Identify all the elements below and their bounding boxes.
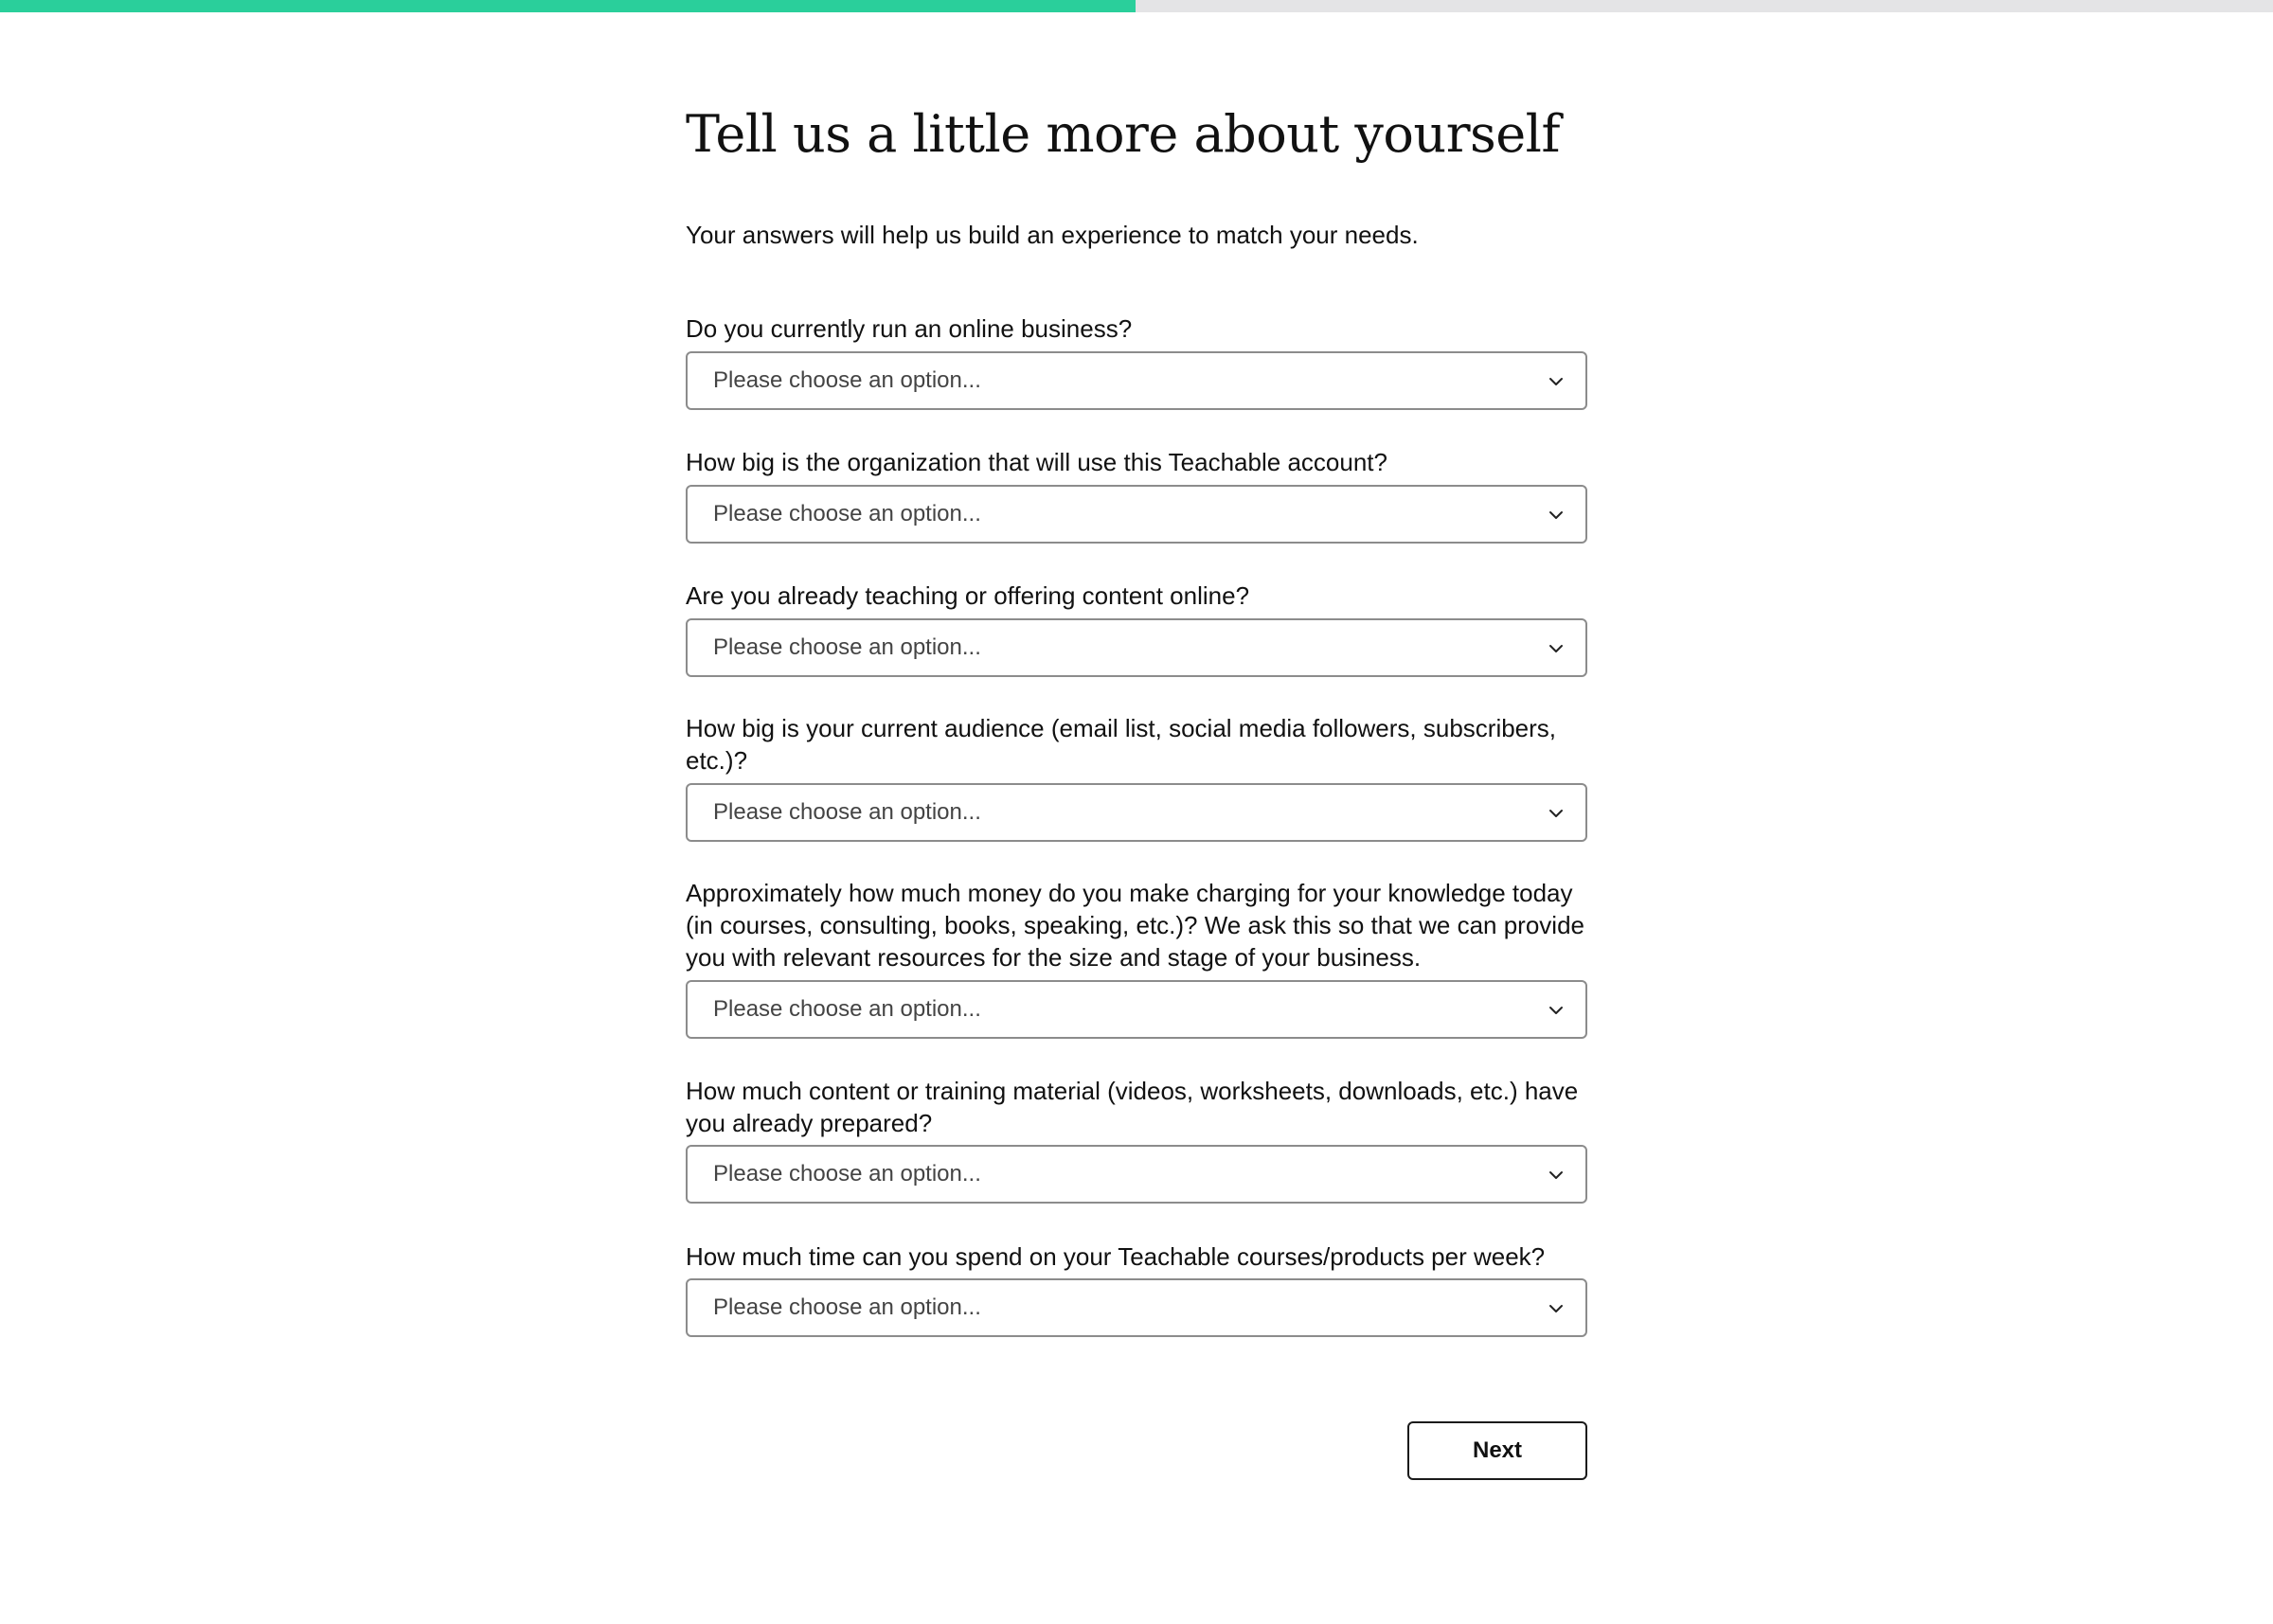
organization-size-select-value: Please choose an option...: [713, 501, 981, 526]
teaching-online-select-value: Please choose an option...: [713, 634, 981, 660]
organization-size-select[interactable]: [686, 485, 1587, 544]
next-button[interactable]: Next: [1407, 1421, 1587, 1480]
online-business-select-value: Please choose an option...: [713, 367, 981, 393]
page-subtitle: Your answers will help us build an experience to match your needs.: [686, 221, 1419, 249]
teaching-online-select[interactable]: [686, 618, 1587, 677]
revenue-select-value: Please choose an option...: [713, 996, 981, 1022]
weekly-time-select-value: Please choose an option...: [713, 1294, 981, 1320]
progress-bar: [0, 0, 2273, 12]
chevron-down-icon: [1548, 1300, 1565, 1317]
question-weekly-time-label: How much time can you spend on your Teachable courses/products per week?: [686, 1242, 1546, 1271]
chevron-down-icon: [1548, 1002, 1565, 1019]
question-audience-size-label: How big is your current audience (email list, social media followers, subscribers, etc.)?: [686, 714, 1557, 775]
question-online-business-label: Do you currently run an online business?: [686, 314, 1133, 343]
progress-bar-fill: [0, 0, 1136, 12]
content-prepared-select-value: Please choose an option...: [713, 1161, 981, 1187]
online-business-select[interactable]: [686, 351, 1587, 410]
question-revenue-label: Approximately how much money do you make charging for your knowledge today (in courses, consulting, books, speaking, etc.)? We ask this so that we can provide you with relevant resources for the size and stage of your business.: [686, 879, 1584, 972]
weekly-time-select[interactable]: [686, 1278, 1587, 1337]
audience-size-select-value: Please choose an option...: [713, 799, 981, 825]
question-content-prepared-label: How much content or training material (videos, worksheets, downloads, etc.) have you already prepared?: [686, 1077, 1579, 1137]
question-organization-size-label: How big is the organization that will use this Teachable account?: [686, 448, 1387, 476]
content-prepared-select[interactable]: [686, 1145, 1587, 1204]
chevron-down-icon: [1548, 507, 1565, 524]
revenue-select[interactable]: [686, 980, 1587, 1039]
question-teaching-online-label: Are you already teaching or offering content online?: [686, 581, 1250, 610]
page-title: Tell us a little more about yourself: [686, 104, 1560, 164]
audience-size-select[interactable]: [686, 783, 1587, 842]
chevron-down-icon: [1548, 640, 1565, 657]
chevron-down-icon: [1548, 805, 1565, 822]
chevron-down-icon: [1548, 1167, 1565, 1184]
chevron-down-icon: [1548, 373, 1565, 390]
